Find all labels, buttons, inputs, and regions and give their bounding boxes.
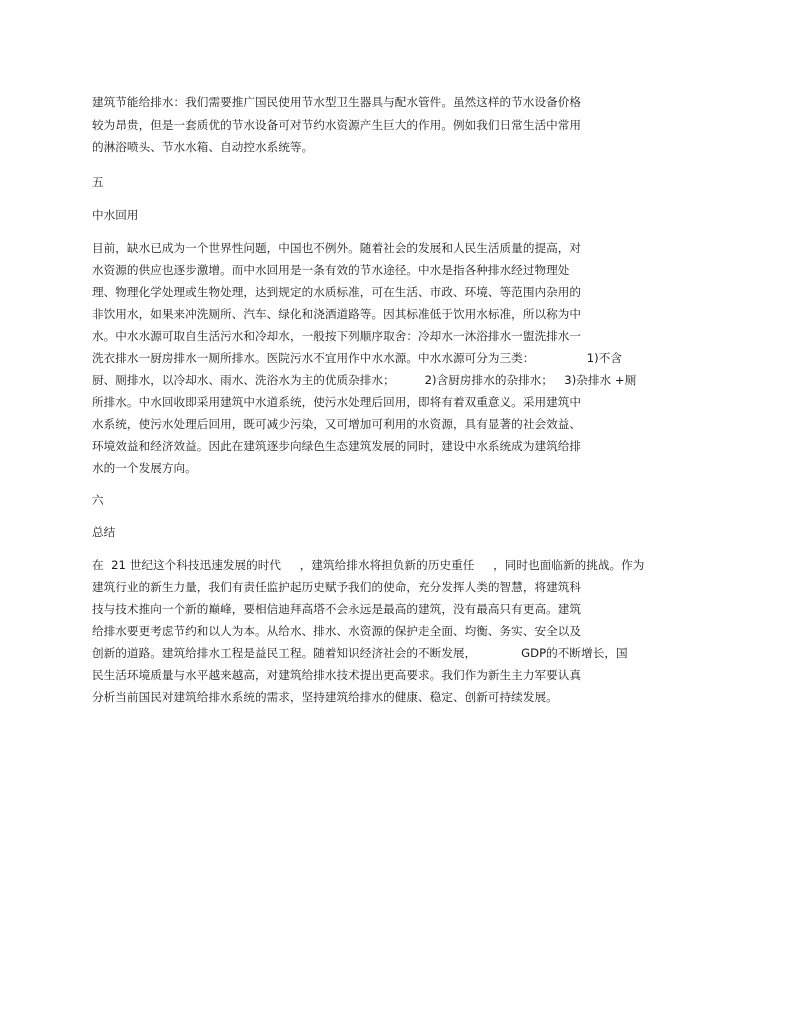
section-six-line-4: 给排水要更考虑节约和以人为本。从给水、排水、水资源的保护走全面、均衡、务实、安全以及 <box>92 624 582 638</box>
section-six-line-1: 在 21 世纪这个科技迅速发展的时代 ，建筑给排水将担负新的历史重任 ，同时也面临新的挑战。作为 <box>92 558 645 572</box>
section-five-line-3: 理、物理化学处理或生物处理，达到规定的水质标准，可在生活、市政、环境、等范围内杂用的 <box>92 285 582 299</box>
section-six-line-3: 技与技术推向一个新的巅峰，要相信迪拜高塔不会永远是最高的建筑，没有最高只有更高。建筑 <box>92 602 582 616</box>
section-six-line-6: 民生活环境质量与水平越来越高，对建筑给排水技术提出更高要求。我们作为新生主力军要认真 <box>92 668 582 682</box>
section-five-line-7: 厨、厕排水，以冷却水、雨水、洗浴水为主的优质杂排水； 2)含厨房排水的杂排水； 3)杂排水 +厕 <box>92 373 637 387</box>
section-five-line-1: 目前，缺水已成为一个世界性问题，中国也不例外。随着社会的发展和人民生活质量的提高，对 <box>92 241 582 255</box>
section-five-line-11: 水的一个发展方向。 <box>92 461 197 475</box>
section-five-title: 中水回用 <box>92 208 139 222</box>
section-five-line-4: 非饮用水，如果来冲洗厕所、汽车、绿化和浇洒道路等。因其标准低于饮用水标准，所以称为中 <box>92 307 582 321</box>
intro-line-3: 的淋浴喷头、节水水箱、自动控水系统等。 <box>92 140 314 154</box>
section-five-line-2: 水资源的供应也逐步激增。而中水回用是一条有效的节水途径。中水是指各种排水经过物理处 <box>92 263 570 277</box>
intro-line-2: 较为昂贵，但是一套质优的节水设备可对节约水资源产生巨大的作用。例如我们日常生活中常用 <box>92 118 582 132</box>
section-six-number: 六 <box>92 493 104 507</box>
section-six-line-2: 建筑行业的新生力量，我们有责任监护起历史赋予我们的使命，充分发挥人类的智慧，将建筑科 <box>92 580 582 594</box>
section-six-line-5: 创新的道路。建筑给排水工程是益民工程。随着知识经济社会的不断发展， GDP的不断增长，国 <box>92 646 628 660</box>
section-five-line-6: 洗衣排水一厨房排水一厕所排水。医院污水不宜用作中水水源。中水水源可分为三类： 1)不含 <box>92 351 623 365</box>
section-five-line-10: 环境效益和经济效益。因此在建筑逐步向绿色生态建筑发展的同时，建设中水系统成为建筑给排 <box>92 439 582 453</box>
intro-line-1: 建筑节能给排水：我们需要推广国民使用节水型卫生器具与配水管件。虽然这样的节水设备价格 <box>92 95 582 109</box>
section-five-number: 五 <box>92 175 104 189</box>
section-five-line-9: 水系统，使污水处理后回用，既可减少污染，又可增加可利用的水资源，具有显著的社会效益、 <box>92 417 582 431</box>
section-five-line-8: 所排水。中水回收即采用建筑中水道系统，使污水处理后回用，即将有着双重意义。采用建筑中 <box>92 395 582 409</box>
section-six-title: 总结 <box>92 525 116 539</box>
section-five-line-5: 水。中水水源可取自生活污水和冷却水，一般按下列顺序取舍：冷却水一沐浴排水一盥洗排水一 <box>92 329 582 343</box>
section-six-line-7: 分析当前国民对建筑给排水系统的需求，坚持建筑给排水的健康、稳定、创新可持续发展。 <box>92 690 558 704</box>
